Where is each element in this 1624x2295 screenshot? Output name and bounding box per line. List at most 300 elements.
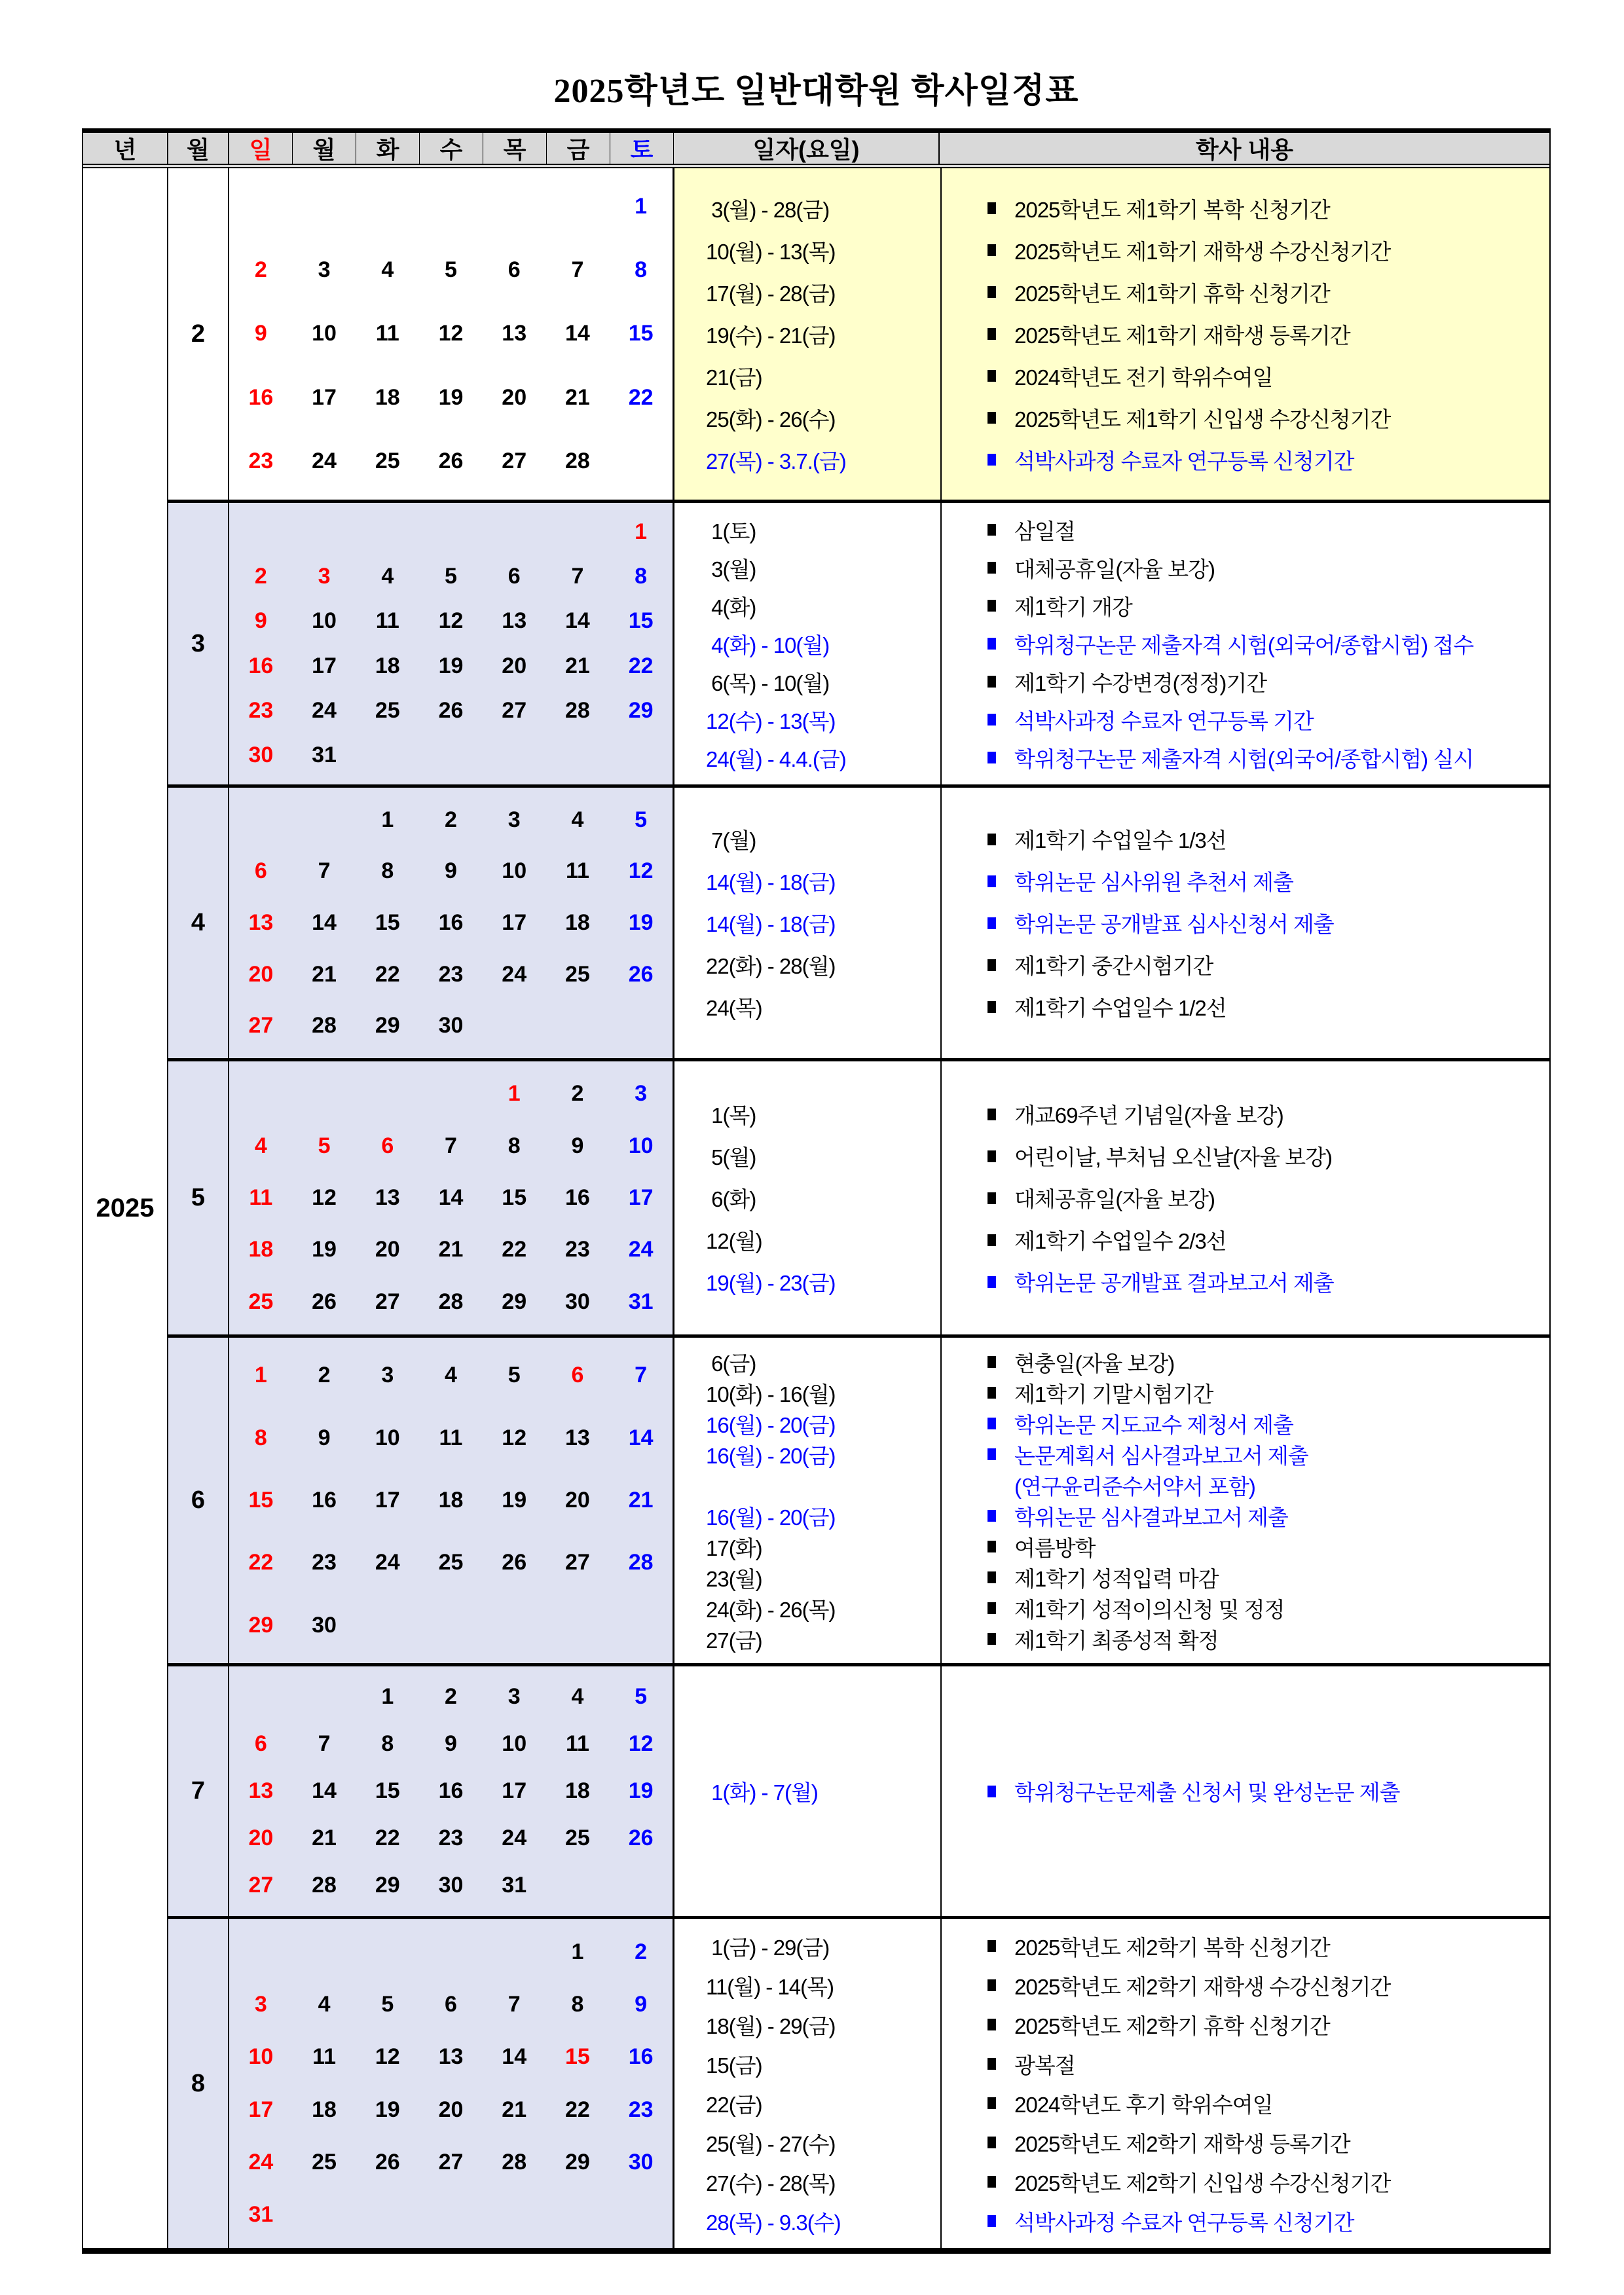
schedule-event-text: 학위논문 심사위원 추천서 제출 <box>1014 870 1293 894</box>
calendar-day: 11 <box>249 1184 273 1210</box>
calendar-day-empty <box>419 1068 483 1120</box>
schedule-line <box>674 587 1549 625</box>
calendar-day: 28 <box>438 1289 464 1314</box>
calendar-day-empty <box>546 733 610 778</box>
schedule-line <box>674 397 1549 439</box>
schedule-line <box>674 1261 1549 1303</box>
calendar-day-empty <box>293 2189 356 2241</box>
schedule-event <box>940 705 1549 735</box>
schedule-line <box>674 818 1549 860</box>
schedule-event <box>940 1562 1549 1593</box>
calendar-day: 15 <box>502 1184 527 1210</box>
month-row-7 <box>168 1663 1549 1916</box>
calendar-day-empty <box>293 175 356 238</box>
schedule-date: 17(월) - 28(금) <box>706 281 836 306</box>
calendar-day: 1 <box>381 1683 394 1709</box>
calendar-day: 22 <box>628 384 654 410</box>
calendar-day-empty <box>546 1862 610 1909</box>
calendar-day: 27 <box>248 1873 274 1898</box>
schedule-event-text: 제1학기 최종성적 확정 <box>1014 1628 1219 1653</box>
schedule-event <box>940 2206 1549 2237</box>
schedule-event-text: 광복절 <box>1014 2053 1075 2078</box>
calendar-day: 2 <box>254 257 267 283</box>
schedule-date: 6(화) <box>706 1187 756 1211</box>
calendar-day: 3 <box>635 1081 648 1107</box>
schedule-date: 18(월) - 29(금) <box>706 2013 836 2038</box>
schedule-event-text: 학위논문 공개발표 심사신청서 제출 <box>1014 912 1334 936</box>
calendar-day: 14 <box>312 909 337 935</box>
event-bullet-icon <box>987 1541 996 1552</box>
calendar-day: 20 <box>502 384 527 410</box>
calendar-day: 31 <box>502 1873 527 1898</box>
calendar-day-empty <box>293 509 356 554</box>
calendar-day: 31 <box>248 2202 274 2228</box>
schedule-area <box>674 1338 1549 1663</box>
event-bullet-icon <box>987 1510 996 1522</box>
schedule-event <box>940 403 1549 433</box>
schedule-date: 16(월) - 20(금) <box>706 1443 836 1468</box>
calendar-day: 7 <box>318 1731 331 1756</box>
calendar-day: 23 <box>438 1826 464 1851</box>
calendar-day: 3 <box>381 1363 394 1388</box>
event-bullet-icon <box>987 1387 996 1399</box>
schedule-line <box>674 1439 1549 1470</box>
calendar-day: 5 <box>445 563 457 589</box>
schedule-line <box>674 986 1549 1028</box>
calendar-day: 5 <box>381 1991 394 2017</box>
schedule-event-text: 대체공휴일(자율 보강) <box>1014 557 1215 581</box>
event-bullet-icon <box>987 1602 996 1614</box>
calendar-day-empty <box>229 1926 293 1978</box>
schedule-event-text: 2025학년도 제2학기 재학생 등록기간 <box>1014 2131 1350 2156</box>
month-row-4 <box>168 784 1549 1058</box>
schedule-date: 12(수) - 13(목) <box>706 708 836 733</box>
schedule-date: 19(수) - 21(금) <box>706 323 836 348</box>
calendar-day: 18 <box>565 909 590 935</box>
schedule-event <box>940 1931 1549 1962</box>
schedule-event <box>940 2088 1549 2119</box>
header-content-col: 학사 내용 <box>1195 136 1294 163</box>
schedule-event-text: 제1학기 성적이의신청 및 정정 <box>1014 1597 1285 1622</box>
calendar-day: 4 <box>571 807 584 832</box>
schedule-date: 6(목) - 10(월) <box>706 670 830 695</box>
calendar-day: 24 <box>375 1550 400 1575</box>
calendar-day: 26 <box>628 961 654 987</box>
calendar-day-empty <box>483 1594 546 1657</box>
calendar-day: 30 <box>248 743 274 768</box>
calendar-day: 24 <box>312 697 337 723</box>
calendar-day: 19 <box>312 1237 337 1262</box>
month-row-5 <box>168 1058 1549 1334</box>
calendar-day-empty <box>293 1926 356 1978</box>
calendar-day: 19 <box>628 909 654 935</box>
calendar-day: 13 <box>565 1425 590 1450</box>
calendar-day: 4 <box>445 1363 457 1388</box>
schedule-date: 22(화) - 28(월) <box>706 954 836 978</box>
schedule-event-text: 제1학기 개강 <box>1014 595 1132 619</box>
schedule-date: 3(월) - 28(금) <box>706 197 830 222</box>
schedule-line <box>674 1771 1549 1812</box>
event-bullet-icon <box>987 714 996 725</box>
calendar-day-empty <box>546 1000 610 1052</box>
calendar-day: 31 <box>628 1289 654 1314</box>
schedule-event <box>940 445 1549 475</box>
schedule-line <box>674 1378 1549 1408</box>
weekday-cell-수: 수 <box>420 133 483 164</box>
schedule-event-text: 석박사과정 수료자 연구등록 신청기간 <box>1014 2210 1354 2235</box>
mini-calendar <box>229 1919 674 2248</box>
calendar-day: 11 <box>439 1425 463 1450</box>
calendar-day: 17 <box>628 1184 654 1210</box>
schedule-event <box>940 361 1549 392</box>
calendar-day: 10 <box>375 1425 400 1450</box>
schedule-line <box>674 944 1549 986</box>
schedule-area <box>674 503 1549 784</box>
calendar-day: 20 <box>375 1237 400 1262</box>
event-bullet-icon <box>987 1192 996 1204</box>
year-cell: 2025 <box>83 168 168 2248</box>
calendar-day: 12 <box>438 321 464 346</box>
schedule-line <box>674 511 1549 549</box>
schedule-line <box>674 1093 1549 1135</box>
event-bullet-icon <box>987 1448 996 1460</box>
event-bullet-icon <box>987 959 996 971</box>
calendar-day: 24 <box>502 961 527 987</box>
schedule-event <box>940 1970 1549 2001</box>
calendar-day: 25 <box>248 1289 274 1314</box>
calendar-day-empty <box>483 1926 546 1978</box>
calendar-day-empty <box>419 733 483 778</box>
calendar-day: 21 <box>312 1826 337 1851</box>
calendar-day: 5 <box>507 1363 521 1388</box>
calendar-day: 16 <box>438 909 464 935</box>
schedule-event-text: 2025학년도 제1학기 복학 신청기간 <box>1014 197 1330 222</box>
schedule-event <box>940 1776 1549 1807</box>
schedule-line <box>674 439 1549 481</box>
month-row-2 <box>168 168 1549 500</box>
schedule-date: 27(수) - 28(목) <box>706 2171 836 2195</box>
calendar-day: 13 <box>438 2044 464 2070</box>
calendar-day: 4 <box>381 257 394 283</box>
calendar-day: 10 <box>312 608 337 634</box>
schedule-event-text: 학위청구논문 제출자격 시험(외국어/종합시험) 실시 <box>1014 746 1474 771</box>
header-year-col: 년 <box>83 133 168 164</box>
calendar-day-empty <box>356 175 419 238</box>
schedule-table <box>82 128 1551 2254</box>
schedule-event <box>940 193 1549 224</box>
schedule-event <box>940 1099 1549 1129</box>
schedule-event <box>940 2127 1549 2158</box>
event-bullet-icon <box>987 1109 996 1120</box>
calendar-day: 29 <box>375 1873 400 1898</box>
calendar-day: 13 <box>375 1184 400 1210</box>
calendar-day: 11 <box>565 858 589 884</box>
calendar-day: 12 <box>628 858 654 884</box>
calendar-day: 14 <box>565 321 590 346</box>
event-bullet-icon <box>987 2019 996 2030</box>
calendar-day: 27 <box>502 448 527 473</box>
calendar-day: 29 <box>565 2149 590 2175</box>
schedule-line <box>674 1926 1549 1966</box>
calendar-day: 1 <box>507 1081 521 1107</box>
calendar-day: 29 <box>375 1013 400 1038</box>
schedule-date: 24(화) - 26(목) <box>706 1597 836 1622</box>
calendar-day-empty <box>419 175 483 238</box>
calendar-day: 30 <box>438 1873 464 1898</box>
calendar-day-empty <box>483 2189 546 2241</box>
event-bullet-icon <box>987 1571 996 1583</box>
calendar-day: 13 <box>502 608 527 634</box>
schedule-event-text: 2025학년도 제2학기 휴학 신청기간 <box>1014 2013 1330 2038</box>
schedule-event <box>940 553 1549 583</box>
schedule-event <box>940 949 1549 980</box>
calendar-day: 23 <box>438 961 464 987</box>
calendar-day: 7 <box>318 858 331 884</box>
event-bullet-icon <box>987 2058 996 2070</box>
calendar-day: 17 <box>248 2097 274 2122</box>
calendar-day: 9 <box>445 1731 457 1756</box>
calendar-day: 28 <box>502 2149 527 2175</box>
schedule-line <box>674 313 1549 355</box>
calendar-day: 25 <box>565 961 590 987</box>
schedule-event <box>940 235 1549 266</box>
calendar-day: 9 <box>254 321 267 346</box>
schedule-line <box>674 2162 1549 2201</box>
calendar-day: 15 <box>628 321 654 346</box>
schedule-event-text: 제1학기 수강변경(정정)기간 <box>1014 670 1267 695</box>
calendar-day: 19 <box>438 384 464 410</box>
calendar-day: 10 <box>248 2044 274 2070</box>
calendar-day: 30 <box>438 1013 464 1038</box>
calendar-day: 17 <box>312 384 337 410</box>
calendar-day: 2 <box>445 807 457 832</box>
schedule-line <box>674 701 1549 739</box>
calendar-day: 25 <box>375 697 400 723</box>
schedule-line <box>674 549 1549 587</box>
header-date-col: 일자(요일) <box>674 133 940 164</box>
calendar-day: 23 <box>628 2097 654 2122</box>
schedule-event-text: 2025학년도 제2학기 복학 신청기간 <box>1014 1935 1330 1960</box>
mini-calendar <box>229 168 674 500</box>
event-bullet-icon <box>987 454 996 466</box>
schedule-line <box>674 1470 1549 1501</box>
calendar-day: 30 <box>312 1612 337 1638</box>
schedule-line <box>674 860 1549 902</box>
schedule-event-text: 2025학년도 제2학기 재학생 수강신청기간 <box>1014 1974 1391 1999</box>
event-bullet-icon <box>987 524 996 536</box>
calendar-day: 24 <box>312 448 337 473</box>
calendar-day-empty <box>609 2189 673 2241</box>
calendar-day: 2 <box>254 563 267 589</box>
calendar-day: 1 <box>381 807 394 832</box>
calendar-day: 29 <box>628 697 654 723</box>
calendar-day: 10 <box>502 858 527 884</box>
schedule-event-text: 삼일절 <box>1014 519 1075 543</box>
schedule-area <box>674 168 1549 500</box>
schedule-date: 22(금) <box>706 2092 762 2117</box>
calendar-day: 2 <box>571 1081 584 1107</box>
calendar-day: 10 <box>502 1731 527 1756</box>
calendar-day: 22 <box>375 961 400 987</box>
calendar-day: 5 <box>635 807 648 832</box>
calendar-day: 9 <box>318 1425 331 1450</box>
schedule-date: 7(월) <box>706 828 756 853</box>
calendar-day: 13 <box>502 321 527 346</box>
calendar-day: 22 <box>248 1550 274 1575</box>
schedule-event <box>940 1439 1549 1470</box>
event-bullet-icon <box>987 834 996 845</box>
calendar-day: 8 <box>381 858 394 884</box>
schedule-date: 6(금) <box>706 1351 756 1376</box>
calendar-day: 23 <box>565 1237 590 1262</box>
calendar-day: 13 <box>248 1778 274 1803</box>
calendar-day: 16 <box>565 1184 590 1210</box>
schedule-event-text: 석박사과정 수료자 연구등록 기간 <box>1014 708 1314 733</box>
schedule-event <box>940 866 1549 896</box>
calendar-day: 8 <box>507 1133 521 1158</box>
schedule-date: 1(목) <box>706 1103 756 1128</box>
calendar-day: 26 <box>438 448 464 473</box>
calendar-day: 3 <box>254 1991 267 2017</box>
schedule-line <box>674 229 1549 271</box>
schedule-line <box>674 1219 1549 1261</box>
calendar-day-empty <box>229 509 293 554</box>
schedule-date: 25(화) - 26(수) <box>706 407 836 431</box>
schedule-event-text: 제1학기 기말시험기간 <box>1014 1382 1213 1406</box>
event-bullet-icon <box>987 1234 996 1246</box>
schedule-line <box>674 2044 1549 2084</box>
calendar-day: 1 <box>635 194 648 219</box>
schedule-date: 10(월) - 13(목) <box>706 239 836 264</box>
schedule-event <box>940 277 1549 308</box>
calendar-day: 12 <box>628 1731 654 1756</box>
event-bullet-icon <box>987 1940 996 1952</box>
schedule-event-text: 제1학기 수업일수 2/3선 <box>1014 1229 1227 1253</box>
schedule-event-text: 학위논문 심사결과보고서 제출 <box>1014 1505 1288 1530</box>
calendar-day-empty <box>293 1068 356 1120</box>
calendar-day: 24 <box>628 1237 654 1262</box>
schedule-date: 21(금) <box>706 365 762 390</box>
event-bullet-icon <box>987 638 996 650</box>
event-bullet-icon <box>987 1979 996 1991</box>
calendar-day: 12 <box>502 1425 527 1450</box>
schedule-date: 14(월) - 18(금) <box>706 912 836 936</box>
calendar-day: 18 <box>248 1237 274 1262</box>
calendar-day-empty <box>546 509 610 554</box>
page-title: 2025학년도 일반대학원 학사일정표 <box>553 73 1079 110</box>
calendar-day-empty <box>229 794 293 846</box>
calendar-day: 29 <box>502 1289 527 1314</box>
calendar-day: 6 <box>381 1133 394 1158</box>
calendar-day: 24 <box>502 1826 527 1851</box>
calendar-day: 4 <box>254 1133 267 1158</box>
schedule-event-text: 2025학년도 제1학기 재학생 수강신청기간 <box>1014 239 1391 264</box>
schedule-date: 19(월) - 23(금) <box>706 1271 836 1295</box>
schedule-line <box>674 902 1549 944</box>
calendar-day: 16 <box>438 1778 464 1803</box>
month-row-6 <box>168 1334 1549 1663</box>
schedule-date: 16(월) - 20(금) <box>706 1412 836 1437</box>
schedule-date: 12(월) <box>706 1229 762 1253</box>
event-bullet-icon <box>987 1633 996 1645</box>
schedule-event <box>940 2167 1549 2197</box>
schedule-event-text: 어린이날, 부처님 오신날(자율 보강) <box>1014 1145 1332 1169</box>
event-bullet-icon <box>987 370 996 382</box>
weekday-cell-금: 금 <box>547 133 610 164</box>
calendar-day-empty <box>483 175 546 238</box>
calendar-day: 13 <box>248 909 274 935</box>
schedule-line <box>674 2005 1549 2044</box>
schedule-date: 16(월) - 20(금) <box>706 1505 836 1530</box>
schedule-date: 4(화) - 10(월) <box>706 633 830 657</box>
event-bullet-icon <box>987 1418 996 1429</box>
calendar-day: 6 <box>507 257 521 283</box>
schedule-date: 23(월) <box>706 1566 762 1591</box>
schedule-event-text: 제1학기 수업일수 1/2선 <box>1014 996 1227 1020</box>
calendar-day: 28 <box>628 1550 654 1575</box>
calendar-day: 15 <box>248 1487 274 1513</box>
schedule-line <box>674 2084 1549 2123</box>
header-month-col: 월 <box>168 133 229 164</box>
table-header <box>83 133 1549 168</box>
schedule-line <box>674 2123 1549 2162</box>
calendar-day: 9 <box>635 1991 648 2017</box>
calendar-day: 17 <box>502 909 527 935</box>
event-bullet-icon <box>987 2097 996 2109</box>
schedule-date: 10(화) - 16(월) <box>706 1382 836 1406</box>
schedule-area <box>674 1061 1549 1334</box>
month-label: 6 <box>168 1338 229 1663</box>
schedule-date: 3(월) <box>706 557 756 581</box>
mini-calendar <box>229 788 674 1058</box>
event-bullet-icon <box>987 1356 996 1368</box>
event-bullet-icon <box>987 2215 996 2227</box>
schedule-event <box>940 824 1549 854</box>
calendar-day: 23 <box>248 697 274 723</box>
month-label: 4 <box>168 788 229 1058</box>
schedule-line <box>674 1177 1549 1219</box>
calendar-day: 20 <box>438 2097 464 2122</box>
calendar-day: 2 <box>635 1939 648 1964</box>
calendar-day: 14 <box>565 608 590 634</box>
calendar-day: 7 <box>445 1133 457 1158</box>
schedule-date: 25(월) - 27(수) <box>706 2131 836 2156</box>
calendar-day: 5 <box>445 257 457 283</box>
calendar-day: 8 <box>635 257 648 283</box>
schedule-event <box>940 991 1549 1022</box>
calendar-day-empty <box>483 1000 546 1052</box>
calendar-day: 26 <box>628 1826 654 1851</box>
schedule-line <box>674 355 1549 397</box>
schedule-event-text: 석박사과정 수료자 연구등록 신청기간 <box>1014 449 1354 473</box>
schedule-event-text: (연구윤리준수서약서 포함) <box>1014 1474 1255 1499</box>
schedule-date: 4(화) <box>706 595 756 619</box>
calendar-day-empty <box>609 1594 673 1657</box>
month-row-8 <box>168 1916 1549 2248</box>
calendar-day: 10 <box>628 1133 654 1158</box>
calendar-day: 28 <box>312 1013 337 1038</box>
schedule-line <box>674 1408 1549 1439</box>
calendar-day-empty <box>419 509 483 554</box>
weekday-cell-목: 목 <box>483 133 547 164</box>
calendar-day: 17 <box>375 1487 400 1513</box>
calendar-day-empty <box>293 794 356 846</box>
calendar-day: 26 <box>438 697 464 723</box>
weekday-cell-일: 일 <box>229 133 293 164</box>
event-bullet-icon <box>987 1001 996 1013</box>
schedule-event <box>940 1593 1549 1624</box>
calendar-day: 6 <box>254 858 267 884</box>
